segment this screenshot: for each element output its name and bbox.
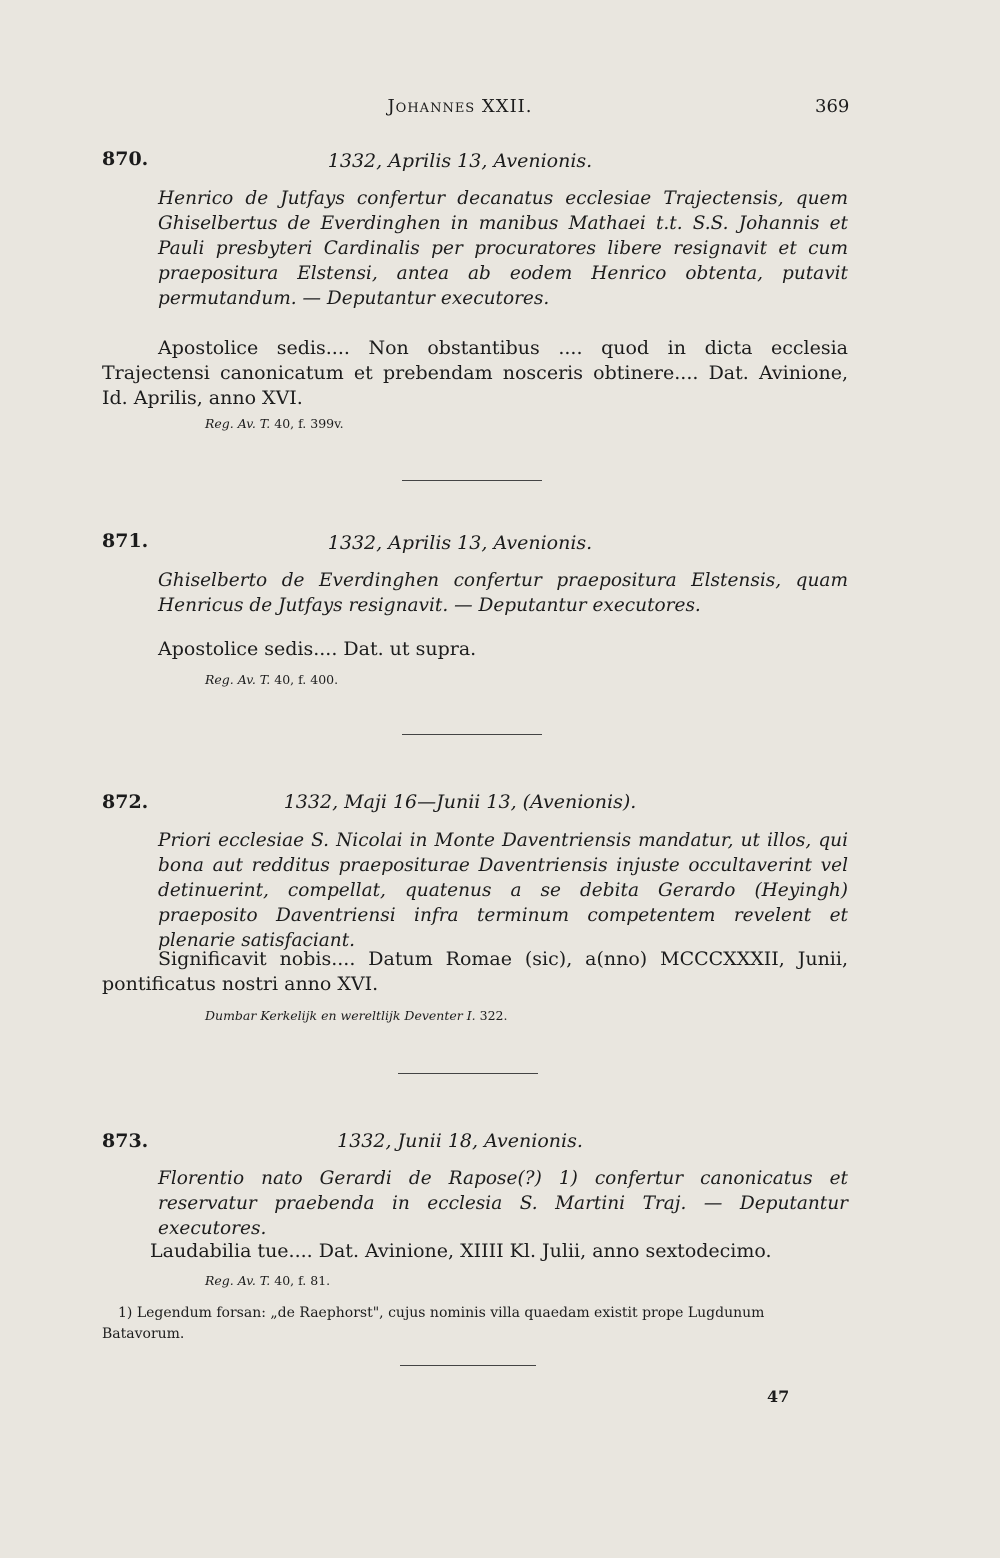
- entry-date: 1332, Junii 18, Avenionis.: [337, 1130, 583, 1152]
- entry-date: 1332, Maji 16—Junii 13, (Avenionis).: [283, 791, 637, 813]
- footnote: 1) Legendum forsan: „de Raephorst", cujus nominis villa quaedam existit prope Lugdunum Batavorum.: [102, 1305, 765, 1342]
- source-register: Reg. Av. T.: [205, 1273, 271, 1288]
- separator-rule: [402, 480, 542, 481]
- source-folio: 322.: [479, 1008, 508, 1023]
- entry-summary: Florentio nato Gerardi de Rapose(?) 1) confertur canonicatus et reservatur praebenda in ecclesia S. Martini Traj. — Deputantur executores.: [158, 1168, 848, 1239]
- entry-body: Significavit nobis.... Datum Romae (sic), a(nno) MCCCXXXII, Junii, pontificatus nostri anno XVI.: [102, 948, 848, 995]
- source-reference: [205, 1008, 507, 1023]
- entry-number: 873.: [102, 1130, 149, 1152]
- separator-rule: [398, 1073, 538, 1074]
- entry-summary: Priori ecclesiae S. Nicolai in Monte Daventriensis mandatur, ut illos, qui bona aut redditus praepositurae Daventriensis injuste occultaverint vel detinuerint, compellat, quatenus a se debita Gerardo (Heyingh) praeposito Daventriensi infra terminum competentem revelent et plenarie satisfaciant.: [158, 830, 848, 951]
- running-title: Johannes XXII.: [387, 96, 533, 117]
- source-reference: [205, 416, 344, 431]
- source-register: Reg. Av. T.: [205, 416, 271, 431]
- entry-body: Apostolice sedis.... Non obstantibus .... quod in dicta ecclesia Trajectensi canonicatum et prebendam nosceris obtinere.... Dat. Avinione, Id. Aprilis, anno XVI.: [102, 337, 848, 409]
- entry-body: Apostolice sedis.... Dat. ut supra.: [158, 638, 477, 660]
- source-reference: [205, 1273, 330, 1288]
- source-folio: 40, f. 400.: [274, 672, 339, 687]
- source-folio: 40, f. 399v.: [274, 416, 344, 431]
- source-register: Reg. Av. T.: [205, 672, 271, 687]
- entry-number: 872.: [102, 791, 149, 813]
- entry-summary: Ghiselberto de Everdinghen confertur praepositura Elstensis, quam Henricus de Jutfays resignavit. — Deputantur executores.: [158, 570, 848, 616]
- source-reference: [205, 672, 338, 687]
- entry-body: Laudabilia tue.... Dat. Avinione, XIIII Kl. Julii, anno sextodecimo.: [150, 1240, 772, 1262]
- source-folio: 40, f. 81.: [274, 1273, 331, 1288]
- entry-number: 871.: [102, 530, 149, 552]
- printer-signature: 47: [767, 1387, 790, 1406]
- separator-rule: [400, 1365, 536, 1366]
- entry-date: 1332, Aprilis 13, Avenionis.: [327, 532, 593, 554]
- separator-rule: [402, 734, 542, 735]
- entry-date: 1332, Aprilis 13, Avenionis.: [327, 150, 593, 172]
- page-number: 369: [815, 96, 850, 117]
- entry-summary: Henrico de Jutfays confertur decanatus ecclesiae Trajectensis, quem Ghiselbertus de Everdinghen in manibus Mathaei t.t. S.S. Johannis et Pauli presbyteri Cardinalis per procuratores libere resignavit et cum praepositura Elstensi, antea ab eodem Henrico obtenta, putavit permutandum. — Deputantur executores.: [158, 188, 848, 309]
- source-register: Dumbar Kerkelijk en wereltlijk Deventer I.: [205, 1008, 476, 1023]
- entry-number: 870.: [102, 148, 149, 170]
